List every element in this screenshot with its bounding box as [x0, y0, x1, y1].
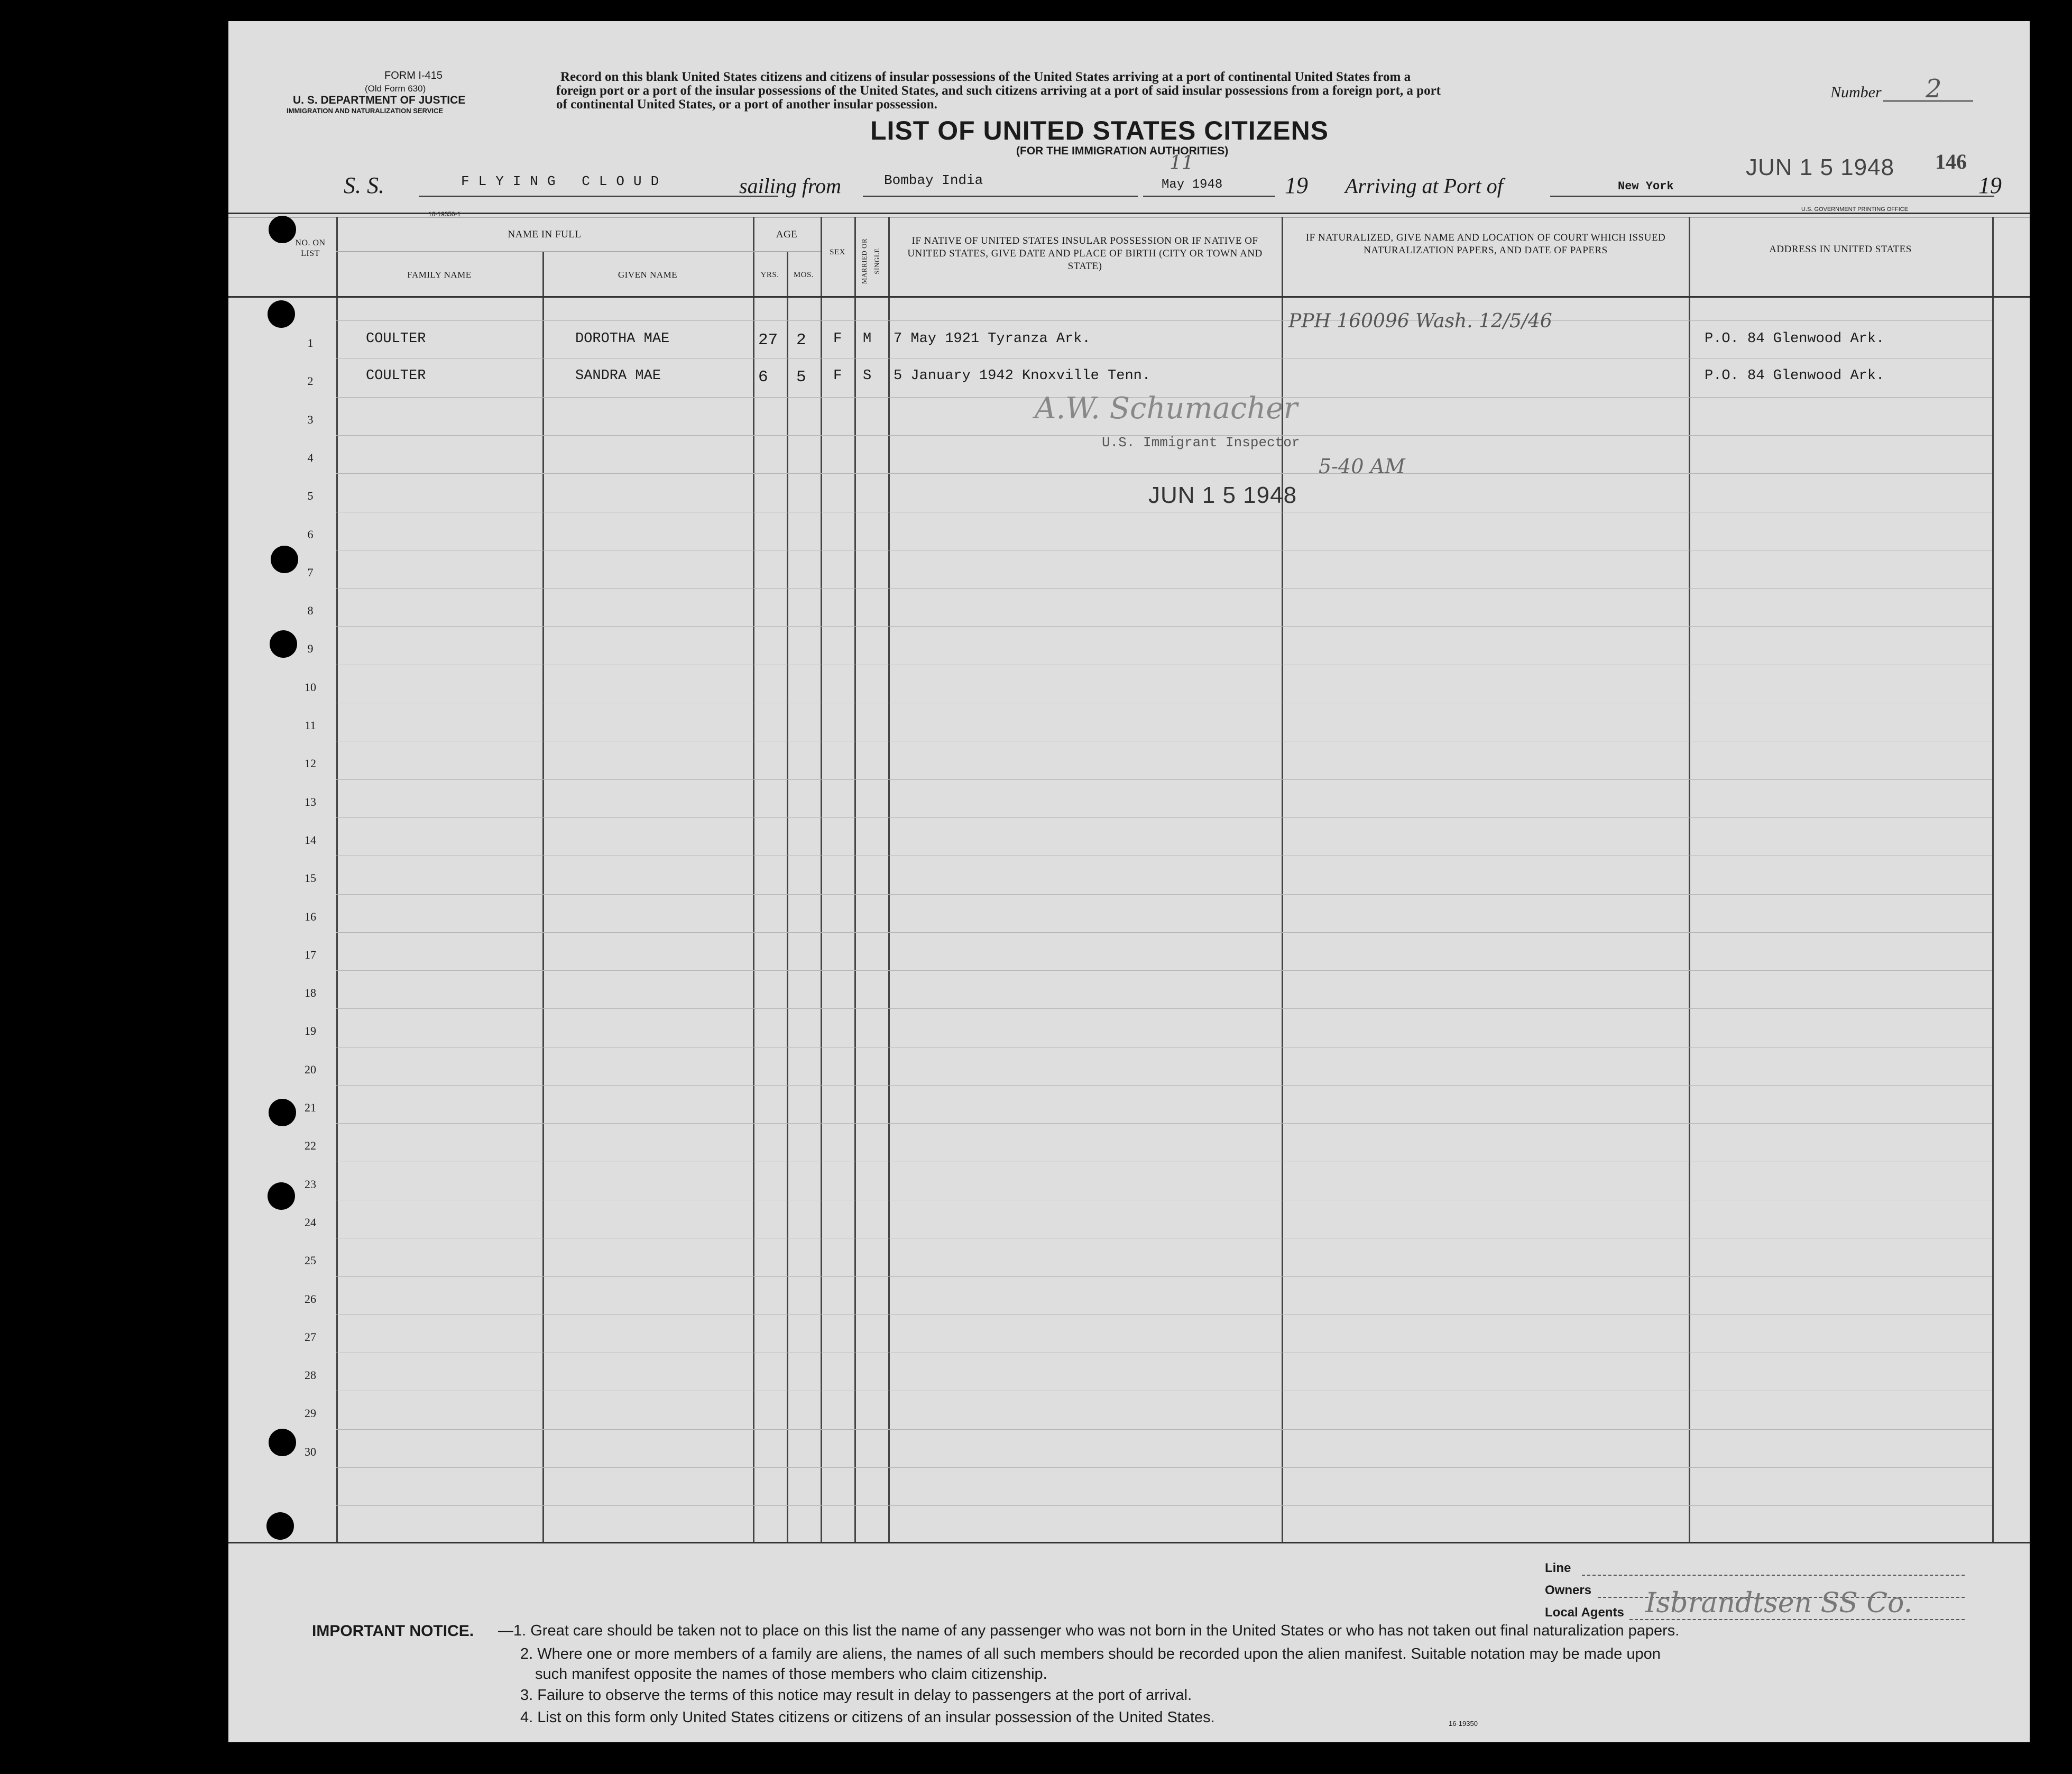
year-label-2: 19: [1978, 172, 2002, 198]
ruled-line: [336, 894, 1992, 895]
instruction-line-1: Record on this blank United States citizens and citizens of insular possessions of the United States arriving at a port of continental United States from a: [560, 70, 1411, 84]
sailing-from-label: sailing from: [739, 174, 841, 198]
owners-label: Owners: [1545, 1583, 1592, 1597]
line-label: Line: [1545, 1561, 1571, 1575]
row2-sex: F: [833, 368, 842, 384]
col-family-name: FAMILY NAME: [407, 270, 472, 280]
row-number: 13: [305, 795, 316, 808]
row-number: 8: [307, 604, 314, 618]
ruled-line: [336, 970, 1992, 971]
row-number: 25: [305, 1254, 316, 1267]
form-code-small: 16-19350-1: [428, 210, 461, 218]
col-address: ADDRESS IN UNITED STATES: [1769, 244, 1912, 255]
row-number: 28: [305, 1368, 316, 1382]
col-birth: IF NATIVE OF UNITED STATES INSULAR POSSESSION OR IF NATIVE OF UNITED STATES, GIVE DATE AND PLACE OF BIRTH (CITY OR TOWN AND STATE): [907, 235, 1263, 272]
row-number: 17: [305, 948, 316, 961]
ruled-line: [336, 1505, 1992, 1506]
row-number: 29: [305, 1407, 316, 1420]
page-number: 146: [1935, 150, 1967, 173]
row2-address: P.O. 84 Glenwood Ark.: [1705, 368, 1885, 384]
row-number: 27: [305, 1330, 316, 1344]
row-number: 12: [305, 757, 316, 770]
old-form-label: (Old Form 630): [365, 84, 426, 94]
manifest-sheet: [228, 21, 2030, 1742]
notice-3: 3. Failure to observe the terms of this notice may result in delay to passengers at the port of arrival.: [520, 1687, 1192, 1704]
form-code: 16-19350: [1449, 1720, 1478, 1727]
binding-hole: [268, 1182, 295, 1210]
ruled-line: [336, 932, 1992, 933]
row-number: 14: [305, 833, 316, 847]
row1-family: COULTER: [366, 331, 426, 347]
arriving-port: New York: [1618, 180, 1674, 193]
instruction-line-2: foreign port or a port of the insular possessions of the United States, and such citizens arriving at a port of said insular possessions from a foreign port, a port: [556, 84, 1441, 98]
ruled-line: [336, 588, 1992, 589]
ruled-line: [336, 473, 1992, 474]
col-mos: MOS.: [793, 271, 814, 279]
sailing-date-hand: 11: [1169, 152, 1194, 174]
form-label: FORM I-415: [384, 70, 443, 81]
row-number: 16: [305, 909, 316, 923]
ruled-line: [336, 1123, 1992, 1124]
row1-naturalized: PPH 160096 Wash. 12/5/46: [1288, 310, 1552, 332]
inspector-title: U.S. Immigrant Inspector: [1102, 435, 1300, 451]
binding-hole: [269, 1099, 296, 1126]
ruled-line: [336, 1008, 1992, 1009]
row-number: 9: [307, 642, 314, 656]
binding-hole: [266, 1512, 294, 1540]
row-number: 23: [305, 1177, 316, 1191]
row2-mos: 5: [796, 368, 806, 387]
arrival-stamp: JUN 1 5 1948: [1746, 154, 1895, 180]
row-number: 10: [305, 680, 316, 694]
row1-given: DOROTHA MAE: [575, 331, 670, 347]
row-number: 6: [307, 527, 314, 541]
row1-address: P.O. 84 Glenwood Ark.: [1705, 331, 1885, 347]
page-subtitle: (FOR THE IMMIGRATION AUTHORITIES): [1016, 145, 1229, 157]
year-label-1: 19: [1285, 172, 1308, 198]
row-number: 5: [307, 489, 314, 503]
row1-sex: F: [833, 331, 842, 347]
row-number: 7: [307, 565, 314, 579]
page-title: LIST OF UNITED STATES CITIZENS: [870, 116, 1329, 145]
ruled-line: [336, 1085, 1992, 1086]
notice-2: 2. Where one or more members of a family are aliens, the names of all such members should be recorded upon the alien manifest. Suitable notation may be made upon: [520, 1646, 1661, 1662]
row1-birth: 7 May 1921 Tyranza Ark.: [894, 331, 1091, 347]
row-number: 24: [305, 1215, 316, 1229]
row-number: 20: [305, 1062, 316, 1076]
sailing-date: May 1948: [1162, 178, 1223, 192]
agents-label: Local Agents: [1545, 1605, 1624, 1620]
ruled-line: [336, 779, 1992, 780]
col-sex: SEX: [830, 248, 845, 256]
row-number: 15: [305, 871, 316, 885]
row2-family: COULTER: [366, 368, 426, 384]
col-married-or-single: MARRIED OR SINGLE: [860, 238, 881, 284]
row-number: 19: [305, 1024, 316, 1038]
ruled-line: [336, 1429, 1992, 1430]
notice-heading: IMPORTANT NOTICE.: [312, 1622, 474, 1640]
arriving-label: Arriving at Port of: [1345, 174, 1503, 198]
notice-1: —1. Great care should be taken not to place on this list the name of any passenger who was not born in the United States or who has not taken out final naturalization papers.: [498, 1622, 1680, 1639]
row-number: 21: [305, 1101, 316, 1114]
row1-mos: 2: [796, 331, 806, 350]
col-yrs: YRS.: [760, 271, 779, 279]
row-number: 18: [305, 986, 316, 1000]
binding-hole: [269, 1429, 296, 1456]
ruled-line: [336, 817, 1992, 818]
row-number: 4: [307, 451, 314, 464]
row1-yrs: 27: [758, 331, 778, 350]
col-name-in-full: NAME IN FULL: [508, 229, 582, 240]
row-number: 11: [305, 719, 316, 732]
service-label: IMMIGRATION AND NATURALIZATION SERVICE: [287, 107, 444, 115]
instruction-line-3: of continental United States, or a port of another insular possession.: [556, 97, 937, 112]
inspector-stamp: JUN 1 5 1948: [1148, 482, 1297, 508]
notice-4: 4. List on this form only United States citizens or citizens of an insular possession of the United States.: [520, 1709, 1215, 1726]
agents-value: Isbrandtsen SS Co.: [1645, 1587, 1913, 1619]
col-given-name: GIVEN NAME: [618, 270, 678, 280]
row-number: 22: [305, 1139, 316, 1153]
col-naturalized: IF NATURALIZED, GIVE NAME AND LOCATION OF COURT WHICH ISSUED NATURALIZATION PAPERS, AND DATE OF PAPERS: [1305, 232, 1666, 256]
row-number: 30: [305, 1445, 316, 1458]
binding-hole: [269, 216, 296, 243]
ruled-line: [336, 320, 1992, 321]
number-value: 2: [1926, 74, 1942, 104]
printing-office: U.S. GOVERNMENT PRINTING OFFICE: [1801, 206, 1909, 213]
department-label: U. S. DEPARTMENT OF JUSTICE: [293, 94, 466, 106]
ruled-line: [336, 1276, 1992, 1277]
binding-hole: [271, 546, 298, 573]
row-number: 2: [307, 374, 314, 388]
row-number: 1: [307, 336, 314, 350]
row-number: 26: [305, 1292, 316, 1306]
row-number: 3: [307, 412, 314, 426]
notice-2b: such manifest opposite the names of those members who claim citizenship.: [535, 1666, 1047, 1683]
row2-ms: S: [863, 368, 872, 384]
row2-given: SANDRA MAE: [575, 368, 661, 384]
inspector-signature: A.W. Schumacher: [1035, 391, 1298, 426]
row2-birth: 5 January 1942 Knoxville Tenn.: [894, 368, 1151, 384]
ship-name: FLYING CLOUD: [461, 173, 668, 189]
ruled-line: [336, 626, 1992, 627]
ruled-line: [336, 1467, 1992, 1468]
sailing-from-port: Bombay India: [884, 172, 983, 188]
binding-hole: [268, 300, 295, 328]
ss-label: S. S.: [344, 172, 384, 198]
inspector-time-note: 5-40 AM: [1319, 455, 1405, 478]
col-age: AGE: [776, 229, 798, 240]
row2-yrs: 6: [758, 368, 768, 387]
row1-ms: M: [863, 331, 872, 347]
binding-hole: [270, 630, 297, 658]
col-no-on-list: NO. ON LIST: [295, 238, 326, 258]
number-label: Number: [1830, 84, 1882, 101]
